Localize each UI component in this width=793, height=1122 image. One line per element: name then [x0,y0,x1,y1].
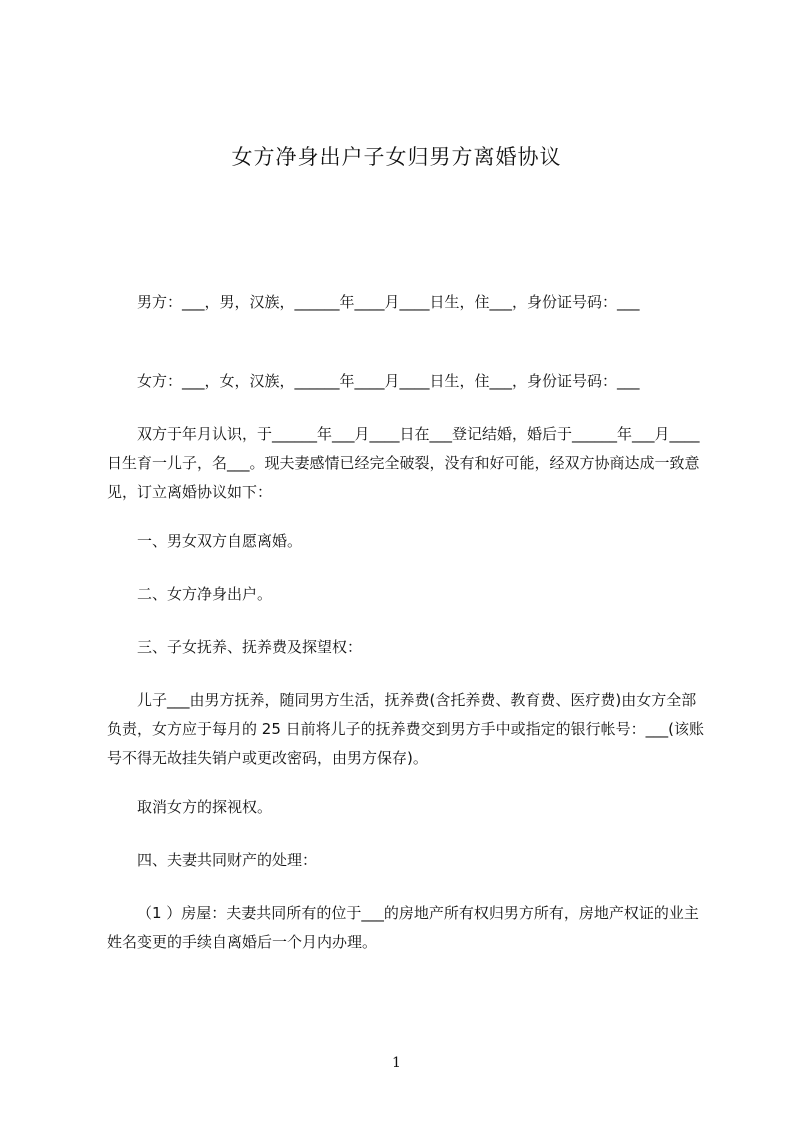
section-4-heading: 四、夫妻共同财产的处理： [137,851,318,869]
section-1-heading: 一、男女双方自愿离婚。 [137,532,303,550]
section-2-heading: 二、女方净身出户。 [137,585,273,603]
male-party-paragraph: 男方：___，男，汉族，______年____月____日生，住___，身份证号码：___ [137,293,640,311]
child-support-paragraph: 儿子___由男方抚养，随同男方生活，抚养费(含托养费、教育费、医疗费)由女方全部负责，女方应于每月的 25 日前将儿子的抚养费交到男方手中或指定的银行帐号：___(该账号不得无故挂失销户或更改密码，由男方保存)。 [107,691,704,767]
introduction-paragraph: 双方于年月认识，于______年___月____日在___登记结婚，婚后于______年___月____日生育一儿子，名___。现夫妻感情已经完全破裂，没有和好可能，经双方协商达成一致意见，订立离婚协议如下： [107,425,700,501]
document-title: 女方净身出户子女归男方离婚协议 [231,145,562,169]
page-number: 1 [392,1055,401,1071]
house-clause-paragraph: （1 ）房屋：夫妻共同所有的位于___的房地产所有权归男方所有，房地产权证的业主姓名变更的手续自离婚后一个月内办理。 [107,904,699,951]
visitation-paragraph: 取消女方的探视权。 [137,798,273,816]
section-3-heading: 三、子女抚养、抚养费及探望权： [137,638,363,656]
female-party-paragraph: 女方：___，女，汉族，______年____月____日生，住___，身份证号码：___ [137,372,640,390]
